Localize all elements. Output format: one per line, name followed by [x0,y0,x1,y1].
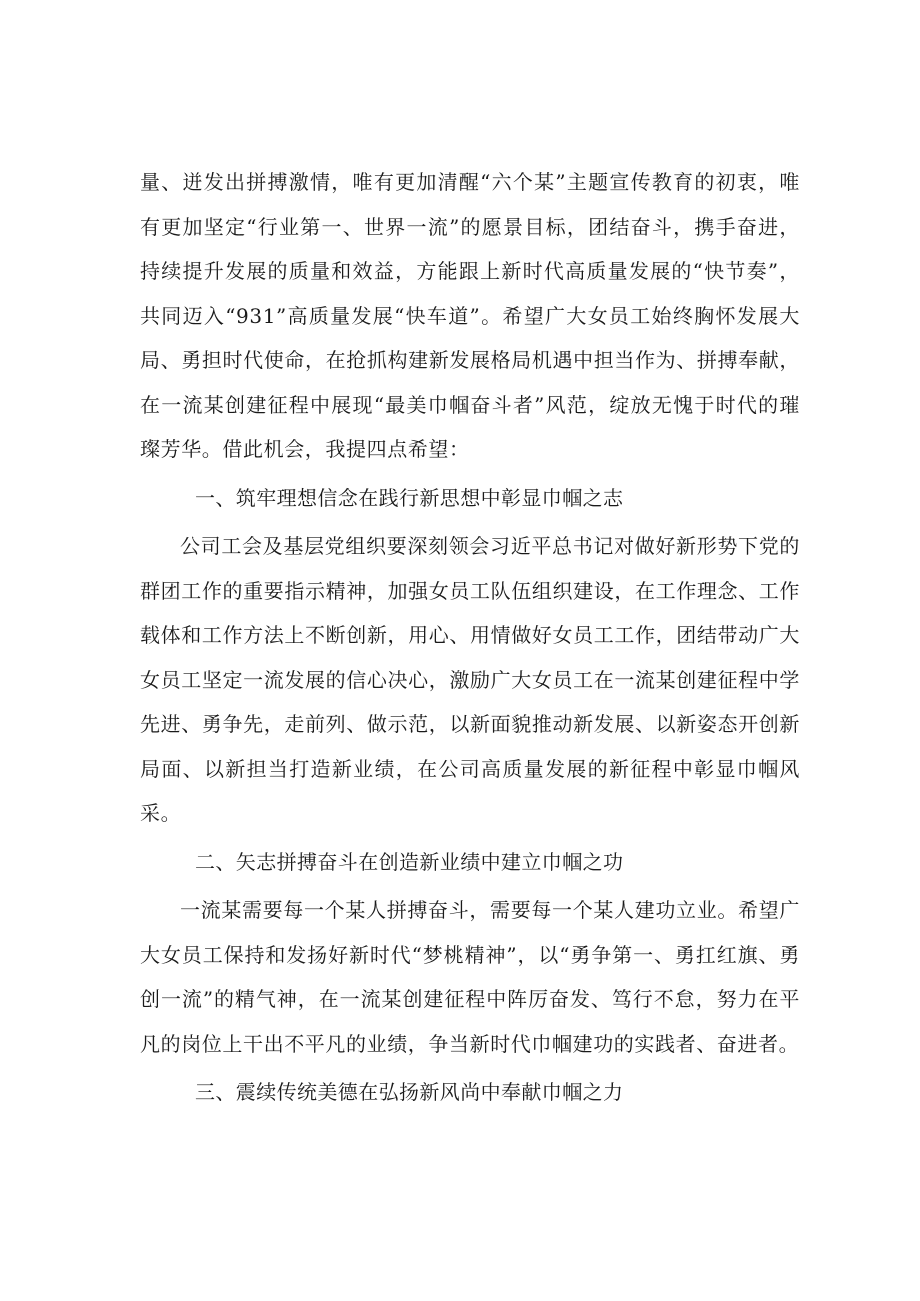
document-page [140,160,800,1119]
section-heading-3: 三、震续传统美德在弘扬新风尚中奉献巾帼之力 [195,1080,624,1104]
section-body-1: 公司工会及基层党组织要深刻领会习近平总书记对做好新形势下党的群团工作的重要指示精神，加强女员工队伍组织建设，在工作理念、工作载体和工作方法上不断创新，用心、用情做好女员工工作，团结带动广大女员工坚定一流发展的信心决心，激励广大女员工在一流某创建征程中学先进、勇争先，走前列、做示范，以新面貌推动新发展、以新姿态开创新局面、以新担当打造新业绩，在公司高质量发展的新征程中彰显巾帼风采。 [140,534,800,825]
section-heading-2: 二、矢志拼搏奋斗在创造新业绩中建立巾帼之功 [195,849,624,874]
section-heading-1: 一、筑牢理想信念在践行新思想中彰显巾帼之志 [195,485,624,510]
intro-paragraph: 量、迸发出拼搏激情，唯有更加清醒“六个某”主题宣传教育的初衷，唯有更加坚定“行业第一、世界一流”的愿景目标，团结奋斗，携手奋进，持续提升发展的质量和效益，方能跟上新时代高质量发展的“快节奏”，共同迈入“931”高质量发展“快车道”。希望广大女员工始终胸怀发展大局、勇担时代使命，在抢抓构建新发展格局机遇中担当作为、拼搏奉献，在一流某创建征程中展现“最美巾帼奋斗者”风范，绽放无愧于时代的璀璨芳华。借此机会，我提四点希望： [140,170,800,461]
section-body-2: 一流某需要每一个某人拼搏奋斗，需要每一个某人建功立业。希望广大女员工保持和发扬好新时代“梦桃精神”，以“勇争第一、勇扛红旗、勇创一流”的精气神，在一流某创建征程中阵厉奋发、笃行不怠，努力在平凡的岗位上干出不平凡的业绩，争当新时代巾帼建功的实践者、奋进者。 [140,898,800,1056]
